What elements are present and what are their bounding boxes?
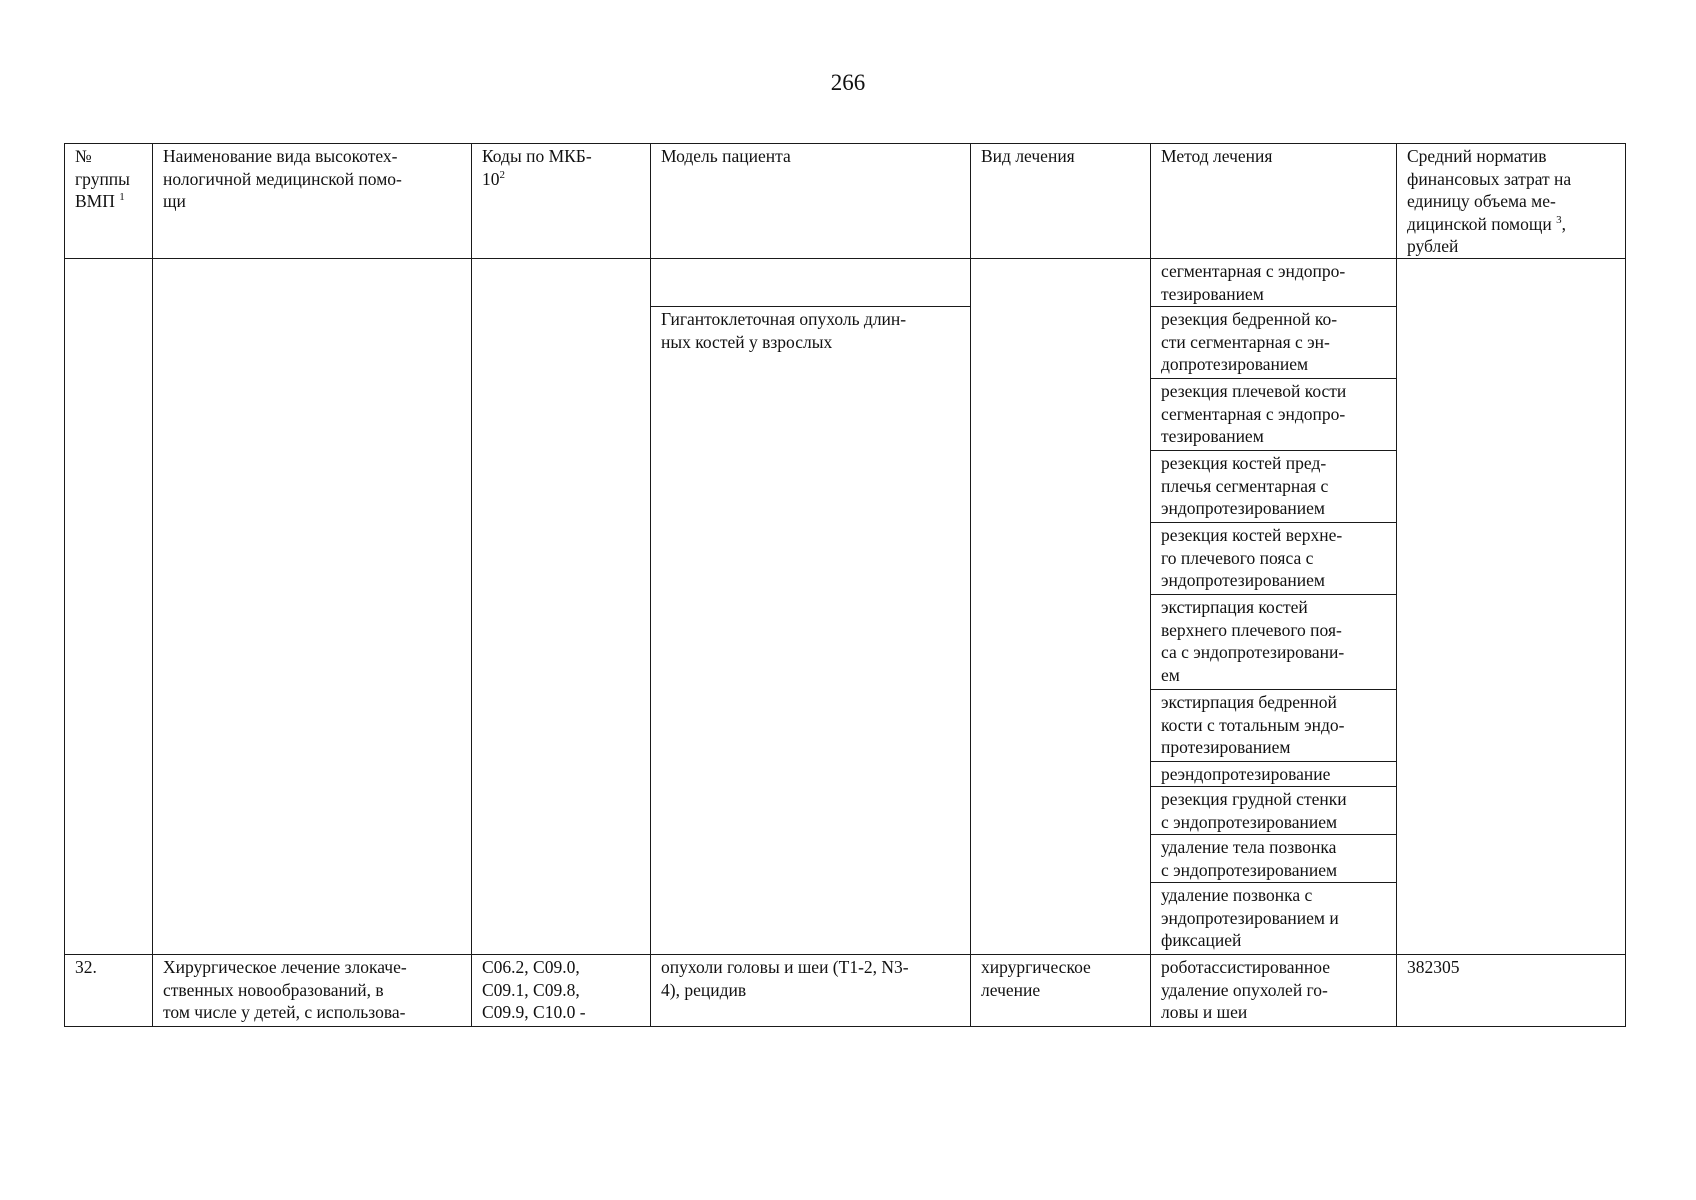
page-number: 266 [830, 70, 866, 95]
method-cell: роботассистированное удаление опухолей го- ловы и шеи [1151, 955, 1397, 1027]
header-care-type: Наименование вида высокотех- нологичной медицинской помо- щи [153, 144, 472, 259]
cost-norm-cell: 382305 [1397, 955, 1626, 1027]
method-cell: резекция костей пред- плечья сегментарная с эндопротезированием [1151, 451, 1397, 523]
treatment-type-cell: хирургическое лечение [971, 955, 1151, 1027]
header-patient-model: Модель пациента [651, 144, 971, 259]
icd-codes-cell [472, 259, 651, 955]
table-row-32 [65, 955, 1626, 1027]
header-cost-norm: Средний норматив финансовых затрат на единицу объема ме- дицинской помощи $^3$, рублей [1397, 144, 1626, 259]
header-treatment-method: Метод лечения [1151, 144, 1397, 259]
method-cell: резекция плечевой кости сегментарная с эндопро- тезированием [1151, 379, 1397, 451]
method-cell: сегментарная с эндопро- тезированием [1151, 259, 1397, 307]
method-cell: экстирпация бедренной кости с тотальным эндо- протезированием [1151, 690, 1397, 762]
method-cell: удаление тела позвонка с эндопротезированием [1151, 835, 1397, 883]
patient-model-cell: опухоли головы и шеи (T1-2, N3- 4), рецидив [651, 955, 971, 1027]
patient-model-cell: Гигантоклеточная опухоль длин- ных костей у взрослых [651, 307, 971, 955]
method-cell: экстирпация костей верхнего плечевого поя- са с эндопротезировани- ем [1151, 595, 1397, 690]
method-cell: резекция грудной стенки с эндопротезированием [1151, 787, 1397, 835]
icd-codes-cell: C06.2, C09.0, C09.1, C09.8, C09.9, C10.0 - [472, 955, 651, 1027]
cost-norm-cell [1397, 259, 1626, 955]
group-no-cell: 32. [65, 955, 153, 1027]
group-no-cell [65, 259, 153, 955]
vmp-table [64, 143, 1626, 1027]
method-cell: резекция костей верхне- го плечевого пояса с эндопротезированием [1151, 523, 1397, 595]
header-row [65, 144, 1626, 259]
table-row [65, 259, 1626, 307]
method-cell: реэндопротезирование [1151, 762, 1397, 787]
method-cell: резекция бедренной ко- сти сегментарная с эн- допротезированием [1151, 307, 1397, 379]
care-type-cell [153, 259, 472, 955]
method-cell: удаление позвонка с эндопротезированием и фиксацией [1151, 883, 1397, 955]
header-treatment-type: Вид лечения [971, 144, 1151, 259]
care-type-cell: Хирургическое лечение злокаче- ственных новообразований, в том числе у детей, с использова- [153, 955, 472, 1027]
treatment-type-cell [971, 259, 1151, 955]
header-icd-codes: Коды по МКБ- $10^2$ [472, 144, 651, 259]
header-group-no: № группы ВМП $^1$ [65, 144, 153, 259]
patient-model-cell [651, 259, 971, 307]
